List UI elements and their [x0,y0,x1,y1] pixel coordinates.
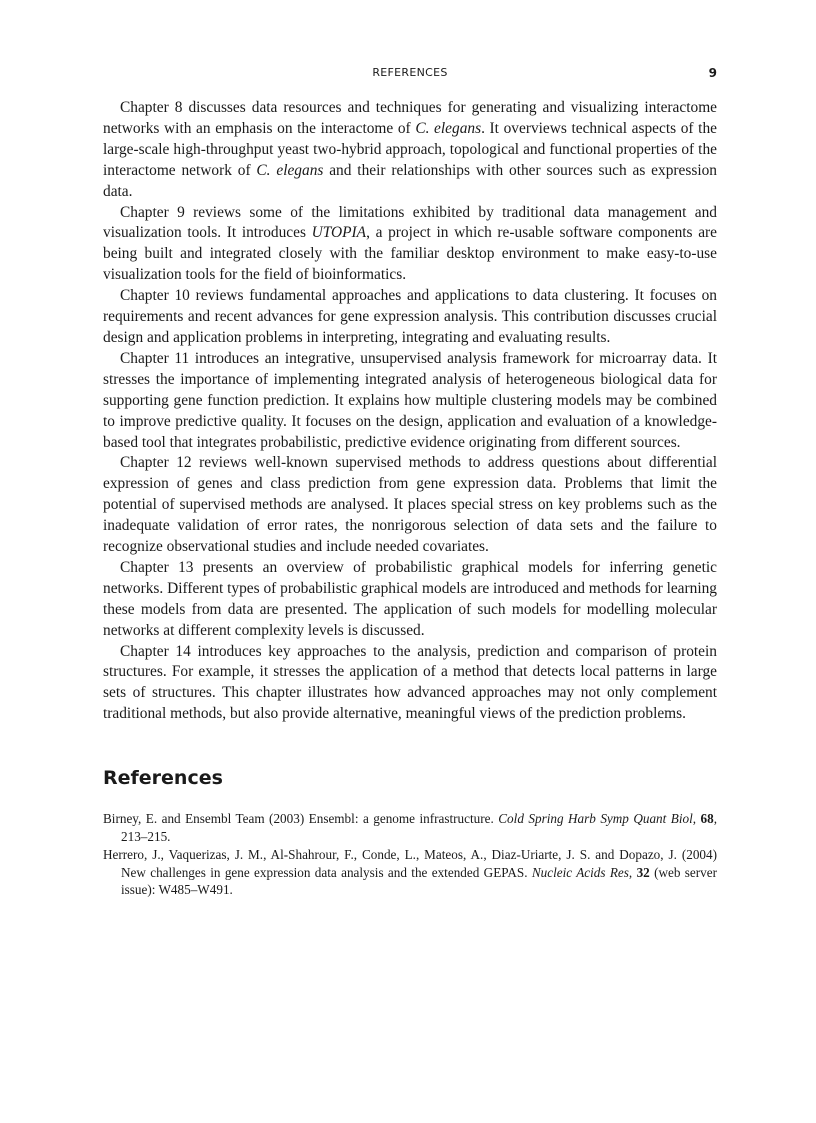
paragraph: Chapter 10 reviews fundamental approaches and applications to data clustering. It focuses on requirements and recent advances for gene expression analysis. This contribution discusses crucial design and application problems in interpreting, integrating and evaluating results. [103,287,717,346]
bold-run: 32 [636,864,650,880]
italic-run: UTOPIA [311,224,367,242]
paragraph: Chapter 12 reviews well-known supervised methods to address questions about differential expression of genes and class prediction from gene expression data. Problems that limit the potential of supervised methods are analysed. It places special stress on key problems such as the inadequate validation of error rates, the nonrigorous selection of data sets and the failure to recognize observational studies and include needed covariates. [103,454,717,556]
reference-list [103,810,717,899]
page [103,66,717,899]
reference-entry: Birney, E. and Ensembl Team (2003) Ensembl: a genome infrastructure. Cold Spring Harb Symp Quant Biol, 68, 213–215. [103,811,718,844]
italic-run: C. elegans [415,119,482,137]
bold-run: 68 [700,811,714,827]
chapter-overview [103,98,717,725]
italic-run: Cold Spring Harb Symp Quant Biol [498,811,693,827]
page-number: 9 [708,66,717,80]
italic-run: C. elegans [256,161,324,179]
paragraph: Chapter 11 introduces an integrative, unsupervised analysis framework for microarray data. It stresses the importance of implementing integrated analysis of heterogeneous biological data for supporting gene function prediction. It explains how multiple clustering models may be combined to improve predictive quality. It focuses on the design, application and evaluation of a knowledge-based tool that integrates probabilistic, predictive evidence originating from different sources. [103,349,717,451]
reference-entry: Herrero, J., Vaquerizas, J. M., Al-Shahrour, F., Conde, L., Mateos, A., Diaz-Uriarte, J. S. and Dopazo, J. (2004) New challenges in gene expression data analysis and the extended GEPAS. Nucleic Acids Res, 32 (web server issue): W485–W491. [103,846,717,898]
running-head-title: REFERENCES [372,66,448,79]
paragraph: Chapter 13 presents an overview of probabilistic graphical models for inferring genetic networks. Different types of probabilistic graphical models are introduced and methods for learning these models from data are presented. The application of such models for modelling molecular networks at different complexity levels is discussed. [103,558,717,639]
paragraph: Chapter 9 reviews some of the limitations exhibited by traditional data management and visualization tools. It introduces UTOPIA, a project in which re-usable software components are being built and integrated closely with the familiar desktop environment to make easy-to-use visualization tools for the field of bioinformatics. [103,203,717,284]
paragraph: Chapter 8 discusses data resources and techniques for generating and visualizing interactome networks with an emphasis on the interactome of C. elegans. It overviews technical aspects of the large-scale high-throughput yeast two-hybrid approach, topological and functional properties of the interactome network of C. elegans and their relationships with other sources such as expression data. [103,99,718,200]
paragraph: Chapter 14 introduces key approaches to the analysis, prediction and comparison of protein structures. For example, it stresses the application of a method that detects local patterns in large sets of structures. This chapter illustrates how advanced approaches may not only complement traditional methods, but also provide alternative, meaningful views of the prediction problems. [103,642,717,723]
running-head [103,66,717,84]
references-heading: References [103,767,223,790]
italic-run: Nucleic Acids Res [531,864,629,880]
